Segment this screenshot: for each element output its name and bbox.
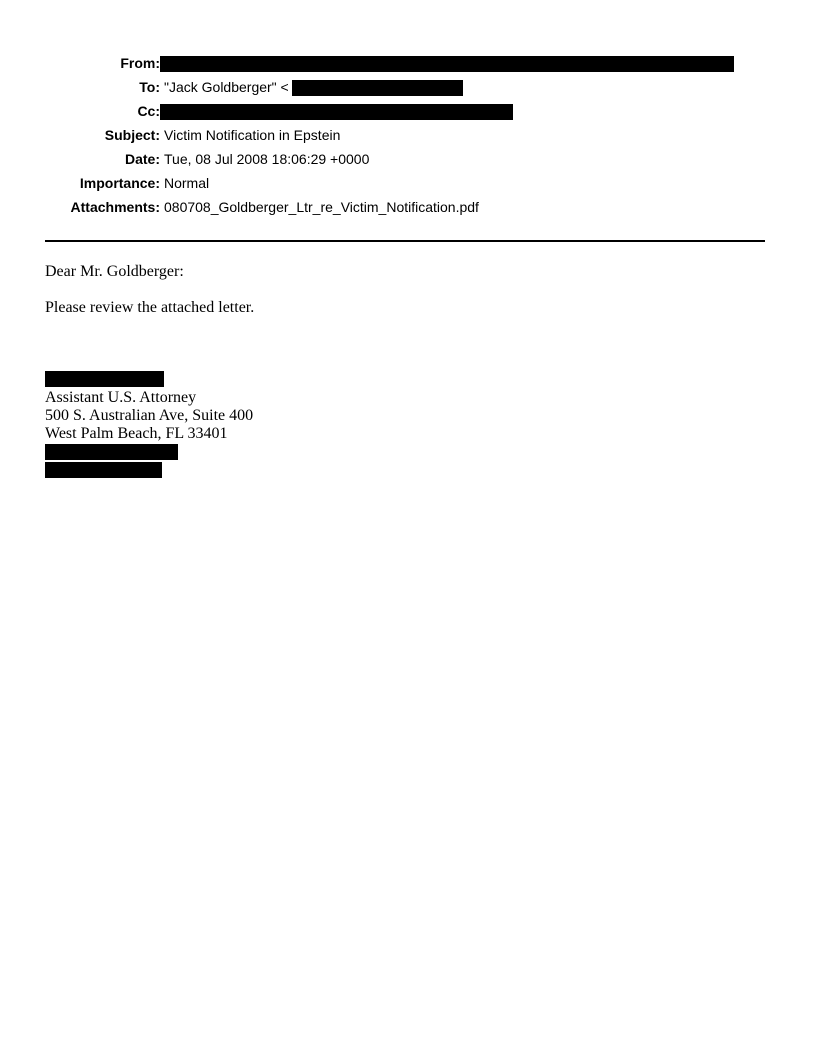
signature-title: Assistant U.S. Attorney	[45, 389, 197, 406]
message-text: Please review the attached letter.	[45, 299, 255, 316]
attachments-row	[0, 198, 816, 216]
subject-row	[0, 126, 816, 144]
to-redaction	[292, 80, 463, 96]
sender-name-redaction	[45, 371, 164, 387]
importance-value: Normal	[164, 175, 210, 191]
date-label: Date:	[124, 151, 160, 167]
to-label: To:	[139, 79, 160, 95]
phone-redaction	[45, 444, 178, 460]
from-label: From:	[120, 55, 160, 71]
subject-value: Victim Notification in Epstein	[164, 127, 341, 143]
attachment-filename[interactable]: 080708_Goldberger_Ltr_re_Victim_Notification.pdf	[164, 199, 479, 215]
to-value: "Jack Goldberger" <	[164, 79, 289, 95]
attachments-label: Attachments:	[70, 199, 160, 215]
email-redaction	[45, 462, 162, 478]
salutation: Dear Mr. Goldberger:	[45, 263, 184, 280]
date-row	[0, 150, 816, 168]
cc-redaction	[160, 104, 513, 120]
importance-label: Importance:	[79, 175, 160, 191]
signature-address-line2: West Palm Beach, FL 33401	[45, 425, 228, 442]
cc-label: Cc:	[137, 103, 160, 119]
from-redaction	[160, 56, 734, 72]
subject-label: Subject:	[104, 127, 160, 143]
signature-address-line1: 500 S. Australian Ave, Suite 400	[45, 407, 254, 424]
importance-row	[0, 174, 816, 192]
date-value: Tue, 08 Jul 2008 18:06:29 +0000	[164, 151, 370, 167]
header-divider	[45, 240, 765, 242]
